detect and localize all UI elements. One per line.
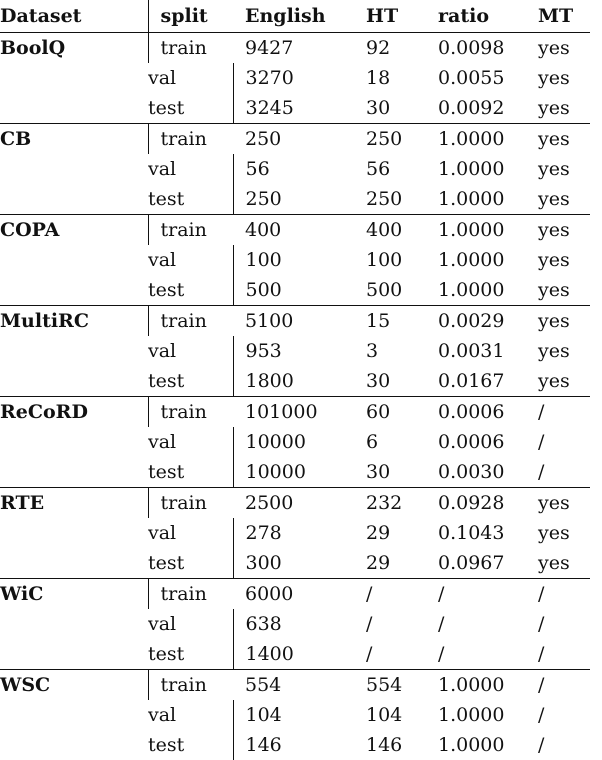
split-cell: val [148, 63, 233, 93]
split-cell: test [148, 639, 233, 670]
english-cell: 250 [233, 184, 354, 215]
dataset-name-cell: ReCoRD [0, 397, 148, 488]
ratio-cell: 1.0000 [426, 124, 526, 155]
ratio-cell: / [426, 609, 526, 639]
ratio-cell: 1.0000 [426, 245, 526, 275]
split-cell: val [148, 609, 233, 639]
english-cell: 146 [233, 730, 354, 760]
ht-cell: 146 [354, 730, 426, 760]
split-cell: train [148, 579, 233, 610]
mt-cell: / [526, 700, 590, 730]
english-cell: 278 [233, 518, 354, 548]
header-mt: MT [526, 0, 590, 33]
ht-cell: / [354, 609, 426, 639]
table-row [0, 33, 590, 64]
ht-cell: 30 [354, 366, 426, 397]
ht-cell: 250 [354, 184, 426, 215]
mt-cell: yes [526, 124, 590, 155]
split-cell: train [148, 670, 233, 701]
ht-cell: 60 [354, 397, 426, 428]
english-cell: 10000 [233, 427, 354, 457]
dataset-name-cell: MultiRC [0, 306, 148, 397]
english-cell: 10000 [233, 457, 354, 488]
ratio-cell: 0.0029 [426, 306, 526, 337]
split-cell: test [148, 184, 233, 215]
split-cell: train [148, 33, 233, 64]
english-cell: 400 [233, 215, 354, 246]
ratio-cell: 0.0928 [426, 488, 526, 519]
ht-cell: 104 [354, 700, 426, 730]
ht-cell: 15 [354, 306, 426, 337]
header-ht: HT [354, 0, 426, 33]
english-cell: 554 [233, 670, 354, 701]
split-cell: train [148, 124, 233, 155]
ratio-cell: 0.1043 [426, 518, 526, 548]
ht-cell: 400 [354, 215, 426, 246]
header-english: English [233, 0, 354, 33]
english-cell: 6000 [233, 579, 354, 610]
split-cell: test [148, 93, 233, 124]
ht-cell: 30 [354, 457, 426, 488]
mt-cell: yes [526, 488, 590, 519]
ratio-cell: 0.0006 [426, 427, 526, 457]
ratio-cell: 1.0000 [426, 730, 526, 760]
ratio-cell: 1.0000 [426, 275, 526, 306]
split-cell: val [148, 518, 233, 548]
ratio-cell: 0.0967 [426, 548, 526, 579]
mt-cell: yes [526, 548, 590, 579]
ratio-cell: / [426, 579, 526, 610]
mt-cell: / [526, 609, 590, 639]
mt-cell: / [526, 397, 590, 428]
english-cell: 5100 [233, 306, 354, 337]
ratio-cell: 0.0092 [426, 93, 526, 124]
mt-cell: yes [526, 184, 590, 215]
split-cell: val [148, 154, 233, 184]
english-cell: 101000 [233, 397, 354, 428]
table-row [0, 488, 590, 519]
split-cell: test [148, 275, 233, 306]
table-row [0, 579, 590, 610]
ht-cell: 100 [354, 245, 426, 275]
header-row [0, 0, 590, 33]
english-cell: 104 [233, 700, 354, 730]
mt-cell: yes [526, 306, 590, 337]
ht-cell: 92 [354, 33, 426, 64]
mt-cell: / [526, 427, 590, 457]
english-cell: 1800 [233, 366, 354, 397]
split-cell: test [148, 730, 233, 760]
mt-cell: / [526, 579, 590, 610]
english-cell: 100 [233, 245, 354, 275]
ht-cell: 29 [354, 518, 426, 548]
ht-cell: 18 [354, 63, 426, 93]
mt-cell: yes [526, 245, 590, 275]
split-cell: val [148, 700, 233, 730]
ht-cell: 30 [354, 93, 426, 124]
table-row [0, 397, 590, 428]
english-cell: 1400 [233, 639, 354, 670]
ratio-cell: 1.0000 [426, 215, 526, 246]
ht-cell: 250 [354, 124, 426, 155]
ratio-cell: 1.0000 [426, 700, 526, 730]
ht-cell: 6 [354, 427, 426, 457]
mt-cell: yes [526, 366, 590, 397]
ht-cell: 29 [354, 548, 426, 579]
ratio-cell: 1.0000 [426, 670, 526, 701]
header-dataset: Dataset [0, 0, 148, 33]
english-cell: 3270 [233, 63, 354, 93]
mt-cell: / [526, 457, 590, 488]
header-split: split [148, 0, 233, 33]
ratio-cell: 0.0031 [426, 336, 526, 366]
english-cell: 300 [233, 548, 354, 579]
dataset-name-cell: COPA [0, 215, 148, 306]
split-cell: test [148, 366, 233, 397]
ht-cell: 232 [354, 488, 426, 519]
ht-cell: / [354, 639, 426, 670]
split-cell: val [148, 427, 233, 457]
ht-cell: 3 [354, 336, 426, 366]
dataset-name-cell: BoolQ [0, 33, 148, 124]
ht-cell: 500 [354, 275, 426, 306]
mt-cell: / [526, 639, 590, 670]
ratio-cell: 0.0098 [426, 33, 526, 64]
table-body [0, 33, 590, 760]
english-cell: 638 [233, 609, 354, 639]
split-cell: val [148, 245, 233, 275]
ratio-cell: 0.0167 [426, 366, 526, 397]
ht-cell: 554 [354, 670, 426, 701]
split-cell: test [148, 457, 233, 488]
mt-cell: / [526, 670, 590, 701]
dataset-name-cell: CB [0, 124, 148, 215]
dataset-name-cell: WSC [0, 670, 148, 760]
split-cell: train [148, 306, 233, 337]
mt-cell: yes [526, 336, 590, 366]
dataset-name-cell: RTE [0, 488, 148, 579]
ratio-cell: 1.0000 [426, 154, 526, 184]
english-cell: 9427 [233, 33, 354, 64]
ratio-cell: 0.0006 [426, 397, 526, 428]
mt-cell: yes [526, 275, 590, 306]
mt-cell: yes [526, 33, 590, 64]
split-cell: train [148, 397, 233, 428]
english-cell: 500 [233, 275, 354, 306]
ratio-cell: 1.0000 [426, 184, 526, 215]
english-cell: 56 [233, 154, 354, 184]
table-row [0, 215, 590, 246]
split-cell: train [148, 488, 233, 519]
split-cell: test [148, 548, 233, 579]
english-cell: 3245 [233, 93, 354, 124]
split-cell: val [148, 336, 233, 366]
mt-cell: yes [526, 63, 590, 93]
ratio-cell: / [426, 639, 526, 670]
ht-cell: 56 [354, 154, 426, 184]
ratio-cell: 0.0055 [426, 63, 526, 93]
ratio-cell: 0.0030 [426, 457, 526, 488]
split-cell: train [148, 215, 233, 246]
table-row [0, 670, 590, 701]
mt-cell: yes [526, 518, 590, 548]
mt-cell: / [526, 730, 590, 760]
english-cell: 250 [233, 124, 354, 155]
table-row [0, 124, 590, 155]
table-row [0, 306, 590, 337]
mt-cell: yes [526, 93, 590, 124]
english-cell: 2500 [233, 488, 354, 519]
header-ratio: ratio [426, 0, 526, 33]
mt-cell: yes [526, 154, 590, 184]
english-cell: 953 [233, 336, 354, 366]
mt-cell: yes [526, 215, 590, 246]
ht-cell: / [354, 579, 426, 610]
dataset-name-cell: WiC [0, 579, 148, 670]
